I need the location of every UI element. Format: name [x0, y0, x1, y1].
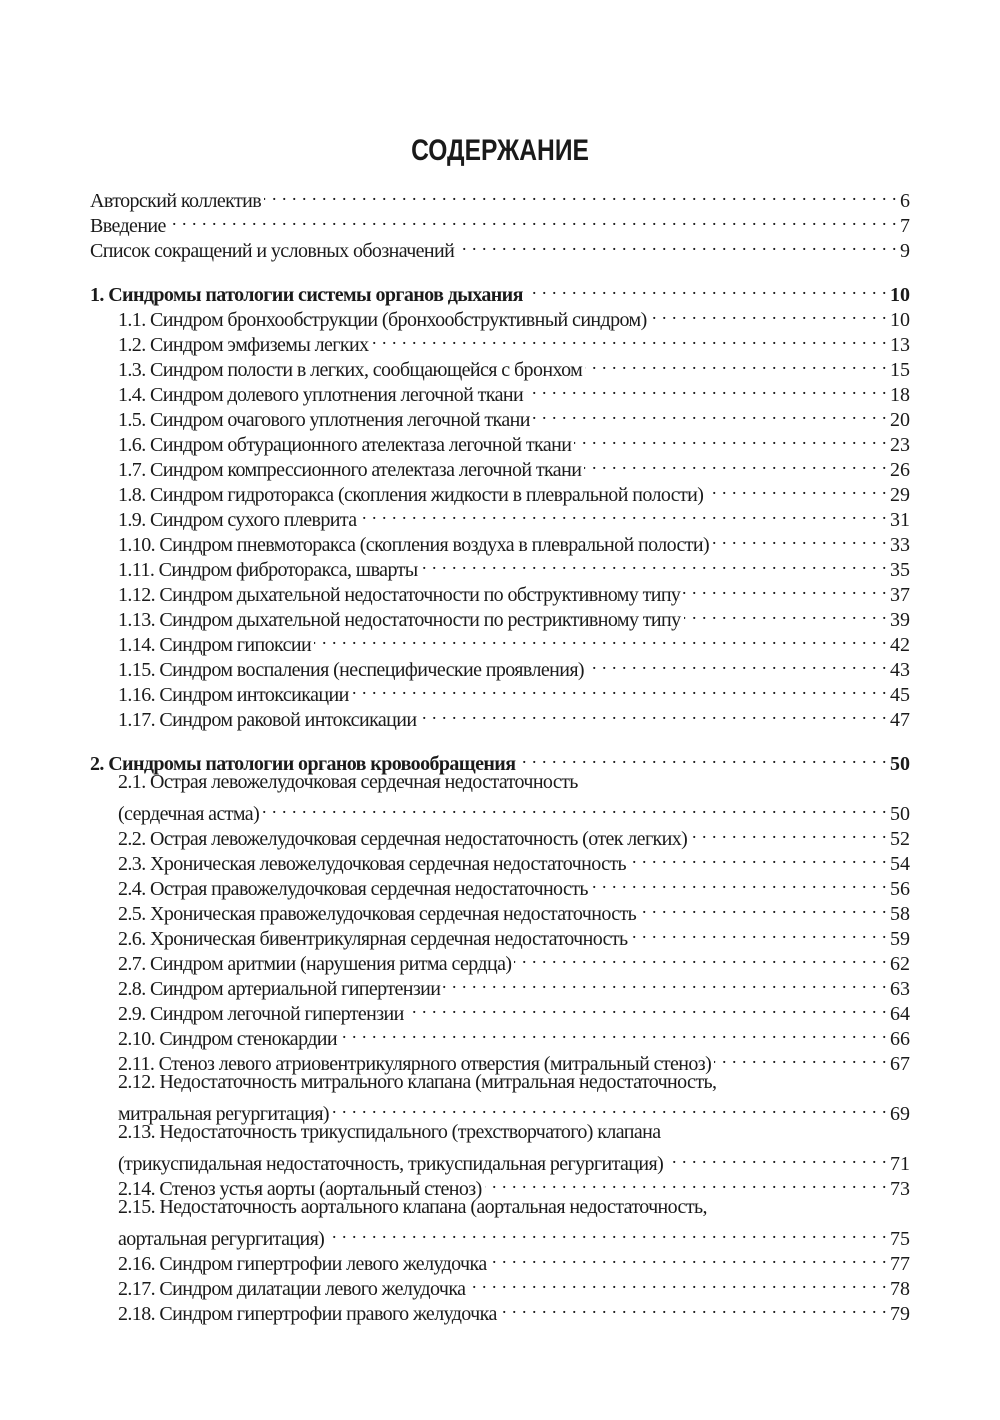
toc-page-number: 13	[890, 334, 910, 356]
toc-entry-label: Авторский коллектив	[90, 190, 262, 212]
toc-section-1-12[interactable]	[90, 576, 910, 606]
toc-section-label: 2.13. Недостаточность трикуспидального (трехстворчатого) клапана	[118, 1121, 661, 1143]
toc-section-2-3[interactable]	[90, 845, 910, 875]
toc-page-number: 79	[890, 1303, 910, 1325]
dot-leader	[514, 945, 887, 970]
toc-section-1-16[interactable]	[90, 676, 910, 706]
toc-section-label-continued: аортальная регургитация)	[118, 1228, 325, 1250]
dot-leader	[352, 676, 887, 701]
toc-section-2-11[interactable]	[90, 1045, 910, 1075]
toc-page-number: 50	[890, 803, 910, 825]
toc-section-label: 2.9. Синдром легочной гипертензии	[118, 1003, 404, 1025]
dot-leader	[631, 920, 887, 945]
dot-leader	[500, 1295, 887, 1320]
toc-chapter-label: 2. Синдромы патологии органов кровообращения	[90, 753, 516, 775]
toc-entry-label: Список сокращений и условных обозначений	[90, 240, 455, 262]
toc-section-label: 1.2. Синдром эмфиземы легких	[118, 334, 369, 356]
toc-section-label: 2.7. Синдром аритмии (нарушения ритма сердца)	[118, 953, 512, 975]
dot-leader	[629, 845, 887, 870]
table-of-contents	[90, 182, 910, 1325]
toc-page-number: 63	[890, 978, 910, 1000]
dot-leader	[360, 501, 887, 526]
toc-chapter-1[interactable]	[90, 276, 910, 306]
toc-page-number: 7	[900, 215, 910, 237]
toc-section-label: 2.18. Синдром гипертрофии правого желудочка	[118, 1303, 497, 1325]
toc-section-label: 1.5. Синдром очагового уплотнения легочной ткани	[118, 409, 530, 431]
toc-section-2-15[interactable]	[90, 1195, 910, 1220]
toc-section-label-continued: (трикуспидальная недостаточность, трикуспидальная регургитация)	[118, 1153, 664, 1175]
toc-section-2-10[interactable]	[90, 1020, 910, 1050]
toc-page-number: 58	[890, 903, 910, 925]
toc-section-label: 1.17. Синдром раковой интоксикации	[118, 709, 417, 731]
toc-page-number: 64	[890, 1003, 910, 1025]
toc-section-label: 2.14. Стеноз устья аорты (аортальный стеноз)	[118, 1178, 482, 1200]
toc-section-label: 2.3. Хроническая левожелудочковая сердечная недостаточность	[118, 853, 627, 875]
toc-section-1-11[interactable]	[90, 551, 910, 581]
toc-section-2-5[interactable]	[90, 895, 910, 925]
toc-page-number: 67	[890, 1053, 910, 1075]
toc-section-label: 1.6. Синдром обтурационного ателектаза легочной ткани	[118, 434, 572, 456]
toc-section-2-1[interactable]	[90, 770, 910, 795]
toc-page-number: 31	[890, 509, 910, 531]
toc-section-label: 2.10. Синдром стенокардии	[118, 1028, 338, 1050]
toc-page-number: 9	[900, 240, 910, 262]
toc-page-number: 54	[890, 853, 910, 875]
toc-page-number: 50	[890, 753, 910, 775]
toc-section-1-14[interactable]	[90, 626, 910, 656]
toc-section-label: 1.9. Синдром сухого плеврита	[118, 509, 357, 531]
toc-page-number: 39	[890, 609, 910, 631]
dot-leader	[684, 601, 888, 626]
dot-leader	[518, 745, 887, 770]
dot-leader	[327, 1220, 887, 1245]
dot-leader	[574, 426, 887, 451]
toc-page-number: 73	[890, 1178, 910, 1200]
toc-section-2-9[interactable]	[90, 995, 910, 1025]
toc-page-number: 29	[890, 484, 910, 506]
dot-leader	[314, 626, 887, 651]
toc-section-label: 1.12. Синдром дыхательной недостаточности по обструктивному типу	[118, 584, 681, 606]
toc-page-number: 15	[890, 359, 910, 381]
toc-section-2-12[interactable]	[90, 1070, 910, 1095]
toc-section-label: 2.16. Синдром гипертрофии левого желудочка	[118, 1253, 487, 1275]
toc-section-1-8[interactable]	[90, 476, 910, 506]
dot-leader	[690, 820, 887, 845]
toc-entry-abbreviations[interactable]	[90, 232, 910, 262]
toc-section-label: 1.4. Синдром долевого уплотнения легочной ткани	[118, 384, 524, 406]
dot-leader	[485, 1170, 887, 1195]
toc-section-2-4[interactable]	[90, 870, 910, 900]
toc-page-number: 42	[890, 634, 910, 656]
toc-page-number: 33	[890, 534, 910, 556]
dot-leader	[340, 1020, 887, 1045]
toc-section-1-6[interactable]	[90, 426, 910, 456]
dot-leader	[419, 701, 887, 726]
dot-leader	[264, 182, 897, 207]
dot-leader	[714, 1045, 887, 1070]
dot-leader	[262, 795, 887, 820]
toc-section-label: 1.7. Синдром компрессионного ателектаза легочной ткани	[118, 459, 582, 481]
toc-section-2-18[interactable]	[90, 1295, 910, 1325]
toc-section-label: 2.2. Острая левожелудочковая сердечная недостаточность (отек легких)	[118, 828, 688, 850]
toc-page-number: 71	[890, 1153, 910, 1175]
toc-section-1-4[interactable]	[90, 376, 910, 406]
toc-page-number: 52	[890, 828, 910, 850]
toc-chapter-2[interactable]	[90, 745, 910, 775]
toc-page-number: 45	[890, 684, 910, 706]
toc-section-2-13-continued[interactable]	[90, 1145, 910, 1175]
toc-page-number: 43	[890, 659, 910, 681]
toc-section-label: 2.4. Острая правожелудочковая сердечная недостаточность	[118, 878, 588, 900]
toc-section-label: 2.6. Хроническая бивентрикулярная сердечная недостаточность	[118, 928, 628, 950]
toc-section-label: 2.11. Стеноз левого атриовентрикулярного отверстия (митральный стеноз)	[118, 1053, 712, 1075]
toc-section-label-continued: (сердечная астма)	[118, 803, 260, 825]
toc-section-label: 1.1. Синдром бронхообструкции (бронхообструктивный синдром)	[118, 309, 647, 331]
dot-leader	[712, 526, 887, 551]
dot-leader	[585, 351, 887, 376]
toc-section-2-7[interactable]	[90, 945, 910, 975]
toc-section-1-9[interactable]	[90, 501, 910, 531]
dot-leader	[457, 232, 897, 257]
toc-section-2-13[interactable]	[90, 1120, 910, 1145]
dot-leader	[526, 276, 887, 301]
toc-section-label: 2.12. Недостаточность митрального клапана (митральная недостаточность,	[118, 1071, 717, 1093]
toc-page-number: 66	[890, 1028, 910, 1050]
toc-page-number: 59	[890, 928, 910, 950]
toc-section-1-2[interactable]	[90, 326, 910, 356]
dot-leader	[591, 870, 887, 895]
toc-page-number: 18	[890, 384, 910, 406]
toc-section-1-5[interactable]	[90, 401, 910, 431]
toc-page-number: 10	[890, 309, 910, 331]
toc-section-2-12-continued[interactable]	[90, 1095, 910, 1125]
toc-section-label: 1.3. Синдром полости в легких, сообщающейся с бронхом	[118, 359, 583, 381]
dot-leader	[526, 376, 887, 401]
dot-leader	[407, 995, 887, 1020]
toc-entry-introduction[interactable]	[90, 207, 910, 237]
toc-page-number: 47	[890, 709, 910, 731]
toc-page-number: 75	[890, 1228, 910, 1250]
toc-section-2-8[interactable]	[90, 970, 910, 1000]
toc-section-1-15[interactable]	[90, 651, 910, 681]
toc-page-number: 6	[900, 190, 910, 212]
toc-section-label: 1.16. Синдром интоксикации	[118, 684, 349, 706]
toc-section-label: 2.5. Хроническая правожелудочковая сердечная недостаточность	[118, 903, 637, 925]
toc-section-1-17[interactable]	[90, 701, 910, 731]
page-title: СОДЕРЖАНИЕ	[411, 134, 589, 167]
dot-leader	[443, 970, 887, 995]
toc-page-number: 77	[890, 1253, 910, 1275]
dot-leader	[490, 1245, 887, 1270]
dot-leader	[587, 651, 887, 676]
toc-section-label: 2.1. Острая левожелудочковая сердечная недостаточность	[118, 771, 578, 793]
toc-section-label: 1.13. Синдром дыхательной недостаточности по рестриктивному типу	[118, 609, 681, 631]
toc-section-2-15-continued[interactable]	[90, 1220, 910, 1250]
toc-page-number: 26	[890, 459, 910, 481]
toc-section-1-7[interactable]	[90, 451, 910, 481]
toc-section-1-3[interactable]	[90, 351, 910, 381]
dot-leader	[371, 326, 887, 351]
toc-chapter-label: 1. Синдромы патологии системы органов дыхания	[90, 284, 523, 306]
toc-section-2-14[interactable]	[90, 1170, 910, 1200]
toc-section-2-1-continued[interactable]	[90, 795, 910, 825]
dot-leader	[639, 895, 887, 920]
toc-page-number: 35	[890, 559, 910, 581]
toc-section-2-2[interactable]	[90, 820, 910, 850]
toc-page-number: 62	[890, 953, 910, 975]
dot-leader	[650, 301, 887, 326]
toc-page-number: 56	[890, 878, 910, 900]
toc-page-number: 69	[890, 1103, 910, 1125]
toc-section-label: 2.8. Синдром артериальной гипертензии	[118, 978, 441, 1000]
toc-page-number: 37	[890, 584, 910, 606]
dot-leader	[169, 207, 897, 232]
toc-entry-label: Введение	[90, 215, 166, 237]
toc-section-label: 1.15. Синдром воспаления (неспецифические проявления)	[118, 659, 584, 681]
toc-section-label: 1.8. Синдром гидроторакса (скопления жидкости в плевральной полости)	[118, 484, 704, 506]
dot-leader	[332, 1095, 887, 1120]
dot-leader	[683, 576, 887, 601]
toc-page-number: 10	[890, 284, 910, 306]
toc-section-2-17[interactable]	[90, 1270, 910, 1300]
dot-leader	[421, 551, 887, 576]
toc-page-number: 20	[890, 409, 910, 431]
toc-section-label: 2.17. Синдром дилатации левого желудочка	[118, 1278, 466, 1300]
dot-leader	[706, 476, 887, 501]
toc-page-number: 23	[890, 434, 910, 456]
dot-leader	[468, 1270, 887, 1295]
toc-section-1-13[interactable]	[90, 601, 910, 631]
dot-leader	[666, 1145, 887, 1170]
dot-leader	[533, 401, 887, 426]
toc-section-2-16[interactable]	[90, 1245, 910, 1275]
toc-section-2-6[interactable]	[90, 920, 910, 950]
toc-section-label: 1.14. Синдром гипоксии	[118, 634, 312, 656]
toc-section-1-1[interactable]	[90, 301, 910, 331]
toc-section-label: 1.10. Синдром пневмоторакса (скопления воздуха в плевральной полости)	[118, 534, 710, 556]
toc-section-label-continued: митральная регургитация)	[118, 1103, 329, 1125]
dot-leader	[584, 451, 887, 476]
toc-page-number: 78	[890, 1278, 910, 1300]
toc-section-1-10[interactable]	[90, 526, 910, 556]
toc-section-label: 1.11. Синдром фиброторакса, шварты	[118, 559, 418, 581]
toc-section-label: 2.15. Недостаточность аортального клапана (аортальная недостаточность,	[118, 1196, 707, 1218]
toc-entry-authors[interactable]	[90, 182, 910, 212]
